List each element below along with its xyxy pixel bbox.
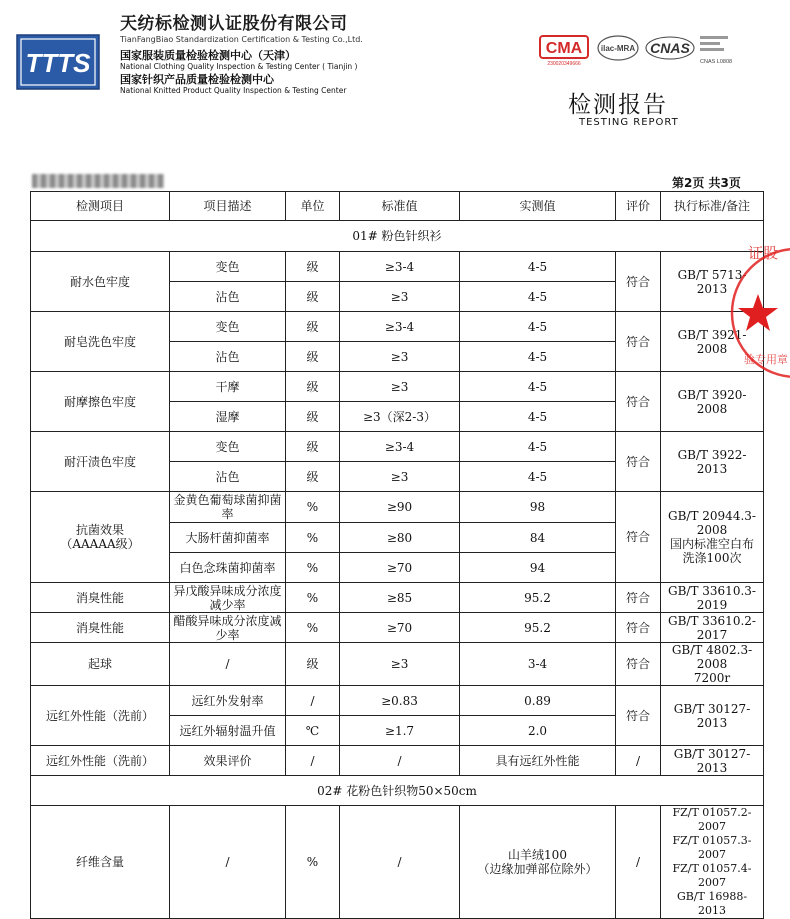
test-item: 纤维含量 [31,806,170,919]
test-item: 耐水色牢度 [31,252,170,312]
center1-name-en: National Clothing Quality Inspection & Testing Center ( Tianjin ) [120,62,358,71]
report-title: 检测报告 [568,92,668,118]
table-row [31,492,764,523]
results-table [30,191,764,919]
table-row [31,252,764,282]
unit: % [286,583,340,613]
unit: 级 [286,462,340,492]
standard-value: ≥70 [340,613,460,643]
section-row [31,776,764,806]
evaluation: 符合 [616,372,661,432]
center1-name-cn: 国家服装质量检验检测中心（天津） [120,49,296,62]
description: 湿摩 [170,402,286,432]
company-name-cn: 天纺标检测认证股份有限公司 [120,14,348,34]
standard-value: ≥3 [340,372,460,402]
measured-value: 具有远红外性能 [460,746,616,776]
measured-value: 98 [460,492,616,523]
standard-value: ≥3-4 [340,252,460,282]
standard-value: ≥3-4 [340,312,460,342]
cnas-number-block [700,36,732,65]
description: 干摩 [170,372,286,402]
standard-ref: GB/T 30127-2013 [661,686,764,746]
standard-value: ≥3 [340,462,460,492]
cma-number: 230020349666 [547,61,581,67]
unit: % [286,492,340,523]
unit: 级 [286,432,340,462]
description: 大肠杆菌抑菌率 [170,523,286,553]
cnas-mark-icon [646,37,694,59]
svg-text:证股: 证股 [748,244,779,262]
measured-value: 4-5 [460,462,616,492]
center2-name-en: National Knitted Product Quality Inspection & Testing Center [120,85,347,95]
description: 异戊酸异味成分浓度减少率 [170,583,286,613]
unit: % [286,806,340,919]
cnas-label: CNAS [650,40,690,56]
unit: / [286,746,340,776]
standard-ref: GB/T 33610.3-2019 [661,583,764,613]
ilac-mra-icon [598,36,638,60]
description: 沾色 [170,462,286,492]
description: 白色念珠菌抑菌率 [170,553,286,583]
description: 远红外发射率 [170,686,286,716]
description: 醋酸异味成分浓度减少率 [170,613,286,643]
page-number: 第2页 共3页 [672,176,741,190]
test-item: 远红外性能（洗前） [31,746,170,776]
description: 变色 [170,432,286,462]
test-item: 远红外性能（洗前） [31,686,170,746]
cnas-number: CNAS L0808 [700,59,733,65]
unit: ℃ [286,716,340,746]
table-row [31,746,764,776]
table-row [31,372,764,402]
description: 沾色 [170,282,286,312]
company-block [120,16,363,94]
standard-ref: GB/T 33610.2-2017 [661,613,764,643]
inspection-seal-icon [718,238,790,388]
measured-value: 4-5 [460,432,616,462]
standard-value: / [340,746,460,776]
test-item: 抗菌效果 （AAAAA级） [31,492,170,583]
test-item: 耐汗渍色牢度 [31,432,170,492]
standard-ref: GB/T 4802.3-2008 7200r [661,643,764,686]
measured-value: 4-5 [460,252,616,282]
description: 变色 [170,312,286,342]
measured-value: 4-5 [460,402,616,432]
unit: 级 [286,372,340,402]
standard-ref: GB/T 5713-2013 [661,252,764,312]
report-subtitle: TESTING REPORT [579,117,679,128]
col-header: 标准值 [340,192,460,221]
table-header-row [31,192,764,221]
standard-value: / [340,806,460,919]
standard-value: ≥90 [340,492,460,523]
description: 效果评价 [170,746,286,776]
table-row [31,432,764,462]
description: 金黄色葡萄球菌抑菌率 [170,492,286,523]
standard-ref: FZ/T 01057.2-2007 FZ/T 01057.3-2007 FZ/T 01057.4-2007 GB/T 16988-2013 [661,806,764,919]
standard-value: ≥3 [340,282,460,312]
evaluation: / [616,806,661,919]
test-item: 消臭性能 [31,613,170,643]
table-row [31,686,764,716]
evaluation: 符合 [616,252,661,312]
center2-name-cn: 国家针织产品质量检验检测中心 [120,72,274,86]
standard-value: ≥3 [340,342,460,372]
unit: 级 [286,643,340,686]
measured-value: 4-5 [460,342,616,372]
standard-ref: GB/T 3922-2013 [661,432,764,492]
evaluation: 符合 [616,686,661,746]
evaluation: 符合 [616,613,661,643]
measured-value: 95.2 [460,583,616,613]
ttts-logo [16,34,100,90]
evaluation: 符合 [616,492,661,583]
col-header: 单位 [286,192,340,221]
standard-value: ≥3（深2-3） [340,402,460,432]
description: / [170,806,286,919]
cma-mark-icon [540,36,588,67]
company-name-en: TianFangBiao Standardization Certification & Testing Co.,Ltd. [120,35,363,44]
evaluation: 符合 [616,432,661,492]
standard-ref: GB/T 30127-2013 [661,746,764,776]
measured-value: 3-4 [460,643,616,686]
evaluation: 符合 [616,643,661,686]
standard-value: ≥1.7 [340,716,460,746]
table-row [31,613,764,643]
measured-value: 84 [460,523,616,553]
measured-value: 4-5 [460,372,616,402]
standard-ref: GB/T 3921-2008 [661,312,764,372]
ilac-label: ilac-MRA [600,44,636,53]
cma-label: CMA [545,40,583,57]
sample-section-1: 01# 粉色针织衫 [31,221,764,252]
evaluation: 符合 [616,312,661,372]
standard-value: ≥70 [340,553,460,583]
test-item: 起球 [31,643,170,686]
test-item: 消臭性能 [31,583,170,613]
unit: 级 [286,252,340,282]
certification-marks [538,32,748,68]
standard-value: ≥3 [340,643,460,686]
measured-value: 94 [460,553,616,583]
table-row [31,806,764,919]
col-header: 检测项目 [31,192,170,221]
measured-value: 山羊绒100 （边缘加弹部位除外） [460,806,616,919]
logo-text: TTTS [25,48,91,78]
standard-ref: GB/T 20944.3-2008 国内标准空白布 洗涤100次 [661,492,764,583]
table-row [31,312,764,342]
col-header: 项目描述 [170,192,286,221]
unit: 级 [286,402,340,432]
col-header: 评价 [616,192,661,221]
measured-value: 4-5 [460,282,616,312]
test-item: 耐摩擦色牢度 [31,372,170,432]
unit: 级 [286,342,340,372]
section-row [31,221,764,252]
description: 变色 [170,252,286,282]
measured-value: 0.89 [460,686,616,716]
svg-text:验专用章: 验专用章 [744,353,788,366]
evaluation: / [616,746,661,776]
evaluation: 符合 [616,583,661,613]
description: 沾色 [170,342,286,372]
standard-value: ≥85 [340,583,460,613]
unit: % [286,613,340,643]
description: / [170,643,286,686]
unit: % [286,553,340,583]
standard-value: ≥80 [340,523,460,553]
report-number-redacted [32,174,164,188]
description: 远红外辐射温升值 [170,716,286,746]
unit: 级 [286,282,340,312]
standard-ref: GB/T 3920-2008 [661,372,764,432]
measured-value: 2.0 [460,716,616,746]
standard-value: ≥0.83 [340,686,460,716]
unit: % [286,523,340,553]
measured-value: 95.2 [460,613,616,643]
table-row [31,583,764,613]
test-item: 耐皂洗色牢度 [31,312,170,372]
measured-value: 4-5 [460,312,616,342]
col-header: 实测值 [460,192,616,221]
standard-value: ≥3-4 [340,432,460,462]
sample-section-2: 02# 花粉色针织物50×50cm [31,776,764,806]
table-row [31,643,764,686]
unit: / [286,686,340,716]
col-header: 执行标准/备注 [661,192,764,221]
unit: 级 [286,312,340,342]
